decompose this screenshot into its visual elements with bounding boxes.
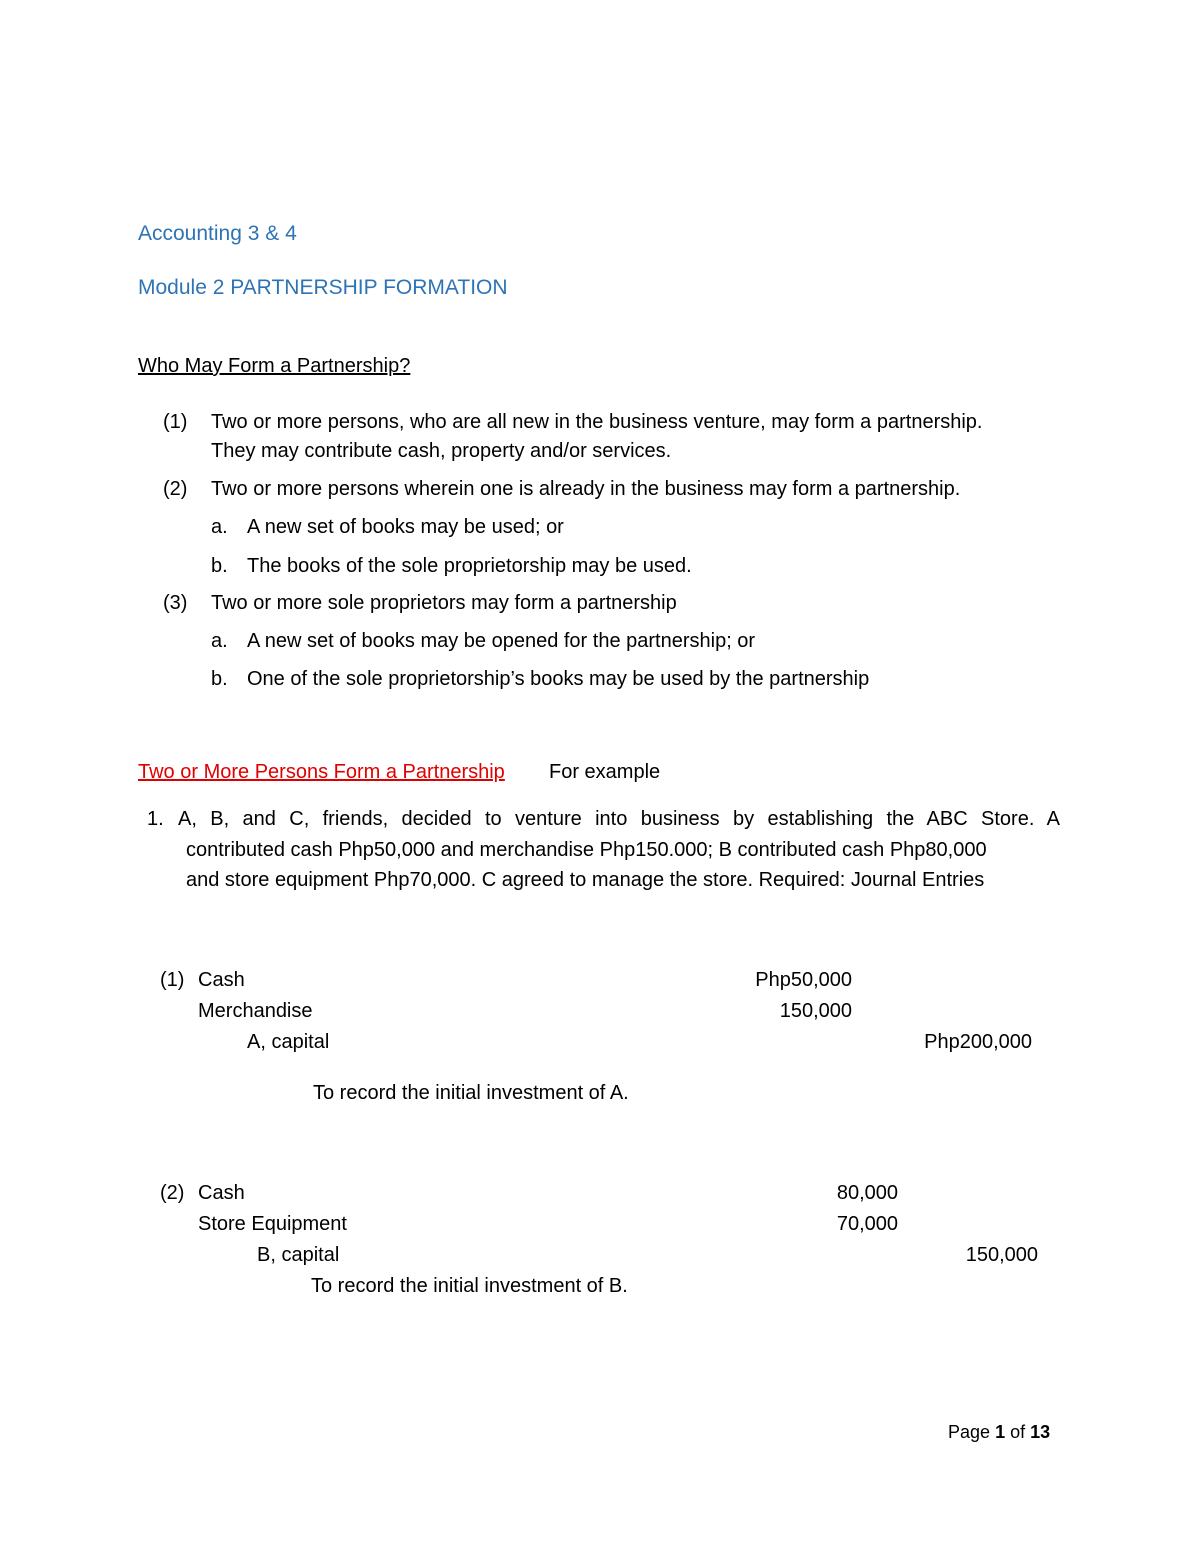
debit-account: Store Equipment [198,1213,347,1235]
entry-number: (1) [160,969,185,991]
list-item-text: Two or more sole proprietors may form a partnership [211,592,677,614]
debit-account: Cash [198,969,245,991]
section-heading-who-may-form: Who May Form a Partnership? [138,355,411,377]
list-number: (3) [163,592,188,614]
problem-text: contributed cash Php50,000 and merchandise Php150.000; B contributed cash Php80,000 [186,839,987,861]
page-footer [948,1422,1050,1443]
sub-item-text: A new set of books may be opened for the partnership; or [247,630,756,652]
page-number: 1 [995,1422,1006,1442]
sub-item-letter: a. [211,630,228,652]
credit-amount: Php200,000 [924,1031,1032,1053]
credit-amount: 150,000 [965,1244,1038,1266]
debit-account: Cash [198,1182,245,1204]
sub-item-text: One of the sole proprietorship’s books may be used by the partnership [247,668,870,690]
page-word: Page [948,1422,991,1442]
list-item-text: Two or more persons, who are all new in the business venture, may form a partnership. [211,411,983,433]
sub-item-letter: b. [211,668,228,690]
page-total: 13 [1030,1422,1051,1442]
sub-item-text: A new set of books may be used; or [247,516,564,538]
list-item-text: They may contribute cash, property and/or services. [211,440,672,462]
debit-account: Merchandise [198,1000,313,1022]
problem-text: A, B, and C, friends, decided to venture into business by establishing the ABC Store. A [178,808,1060,830]
course-title: Accounting 3 & 4 [138,222,297,245]
credit-account: B, capital [257,1244,340,1266]
section-heading-two-or-more: Two or More Persons Form a Partnership [138,761,505,783]
entry-number: (2) [160,1182,185,1204]
list-item-text: Two or more persons wherein one is already in the business may form a partnership. [211,478,961,500]
debit-amount: 80,000 [836,1182,898,1204]
sub-item-letter: b. [211,555,228,577]
debit-amount: Php50,000 [755,969,852,991]
debit-amount: 70,000 [836,1213,898,1235]
entry-memo: To record the initial investment of B. [311,1275,628,1297]
list-number: (1) [163,411,188,433]
sub-item-text: The books of the sole proprietorship may be used. [247,555,692,577]
section-heading-suffix: For example [549,761,661,783]
problem-number: 1. [147,808,164,830]
module-title: Module 2 PARTNERSHIP FORMATION [138,276,508,299]
entry-memo: To record the initial investment of A. [313,1082,629,1104]
credit-account: A, capital [247,1031,330,1053]
of-word: of [1010,1422,1026,1442]
problem-text: and store equipment Php70,000. C agreed to manage the store. Required: Journal Entries [186,869,985,891]
sub-item-letter: a. [211,516,228,538]
debit-amount: 150,000 [779,1000,852,1022]
list-number: (2) [163,478,188,500]
